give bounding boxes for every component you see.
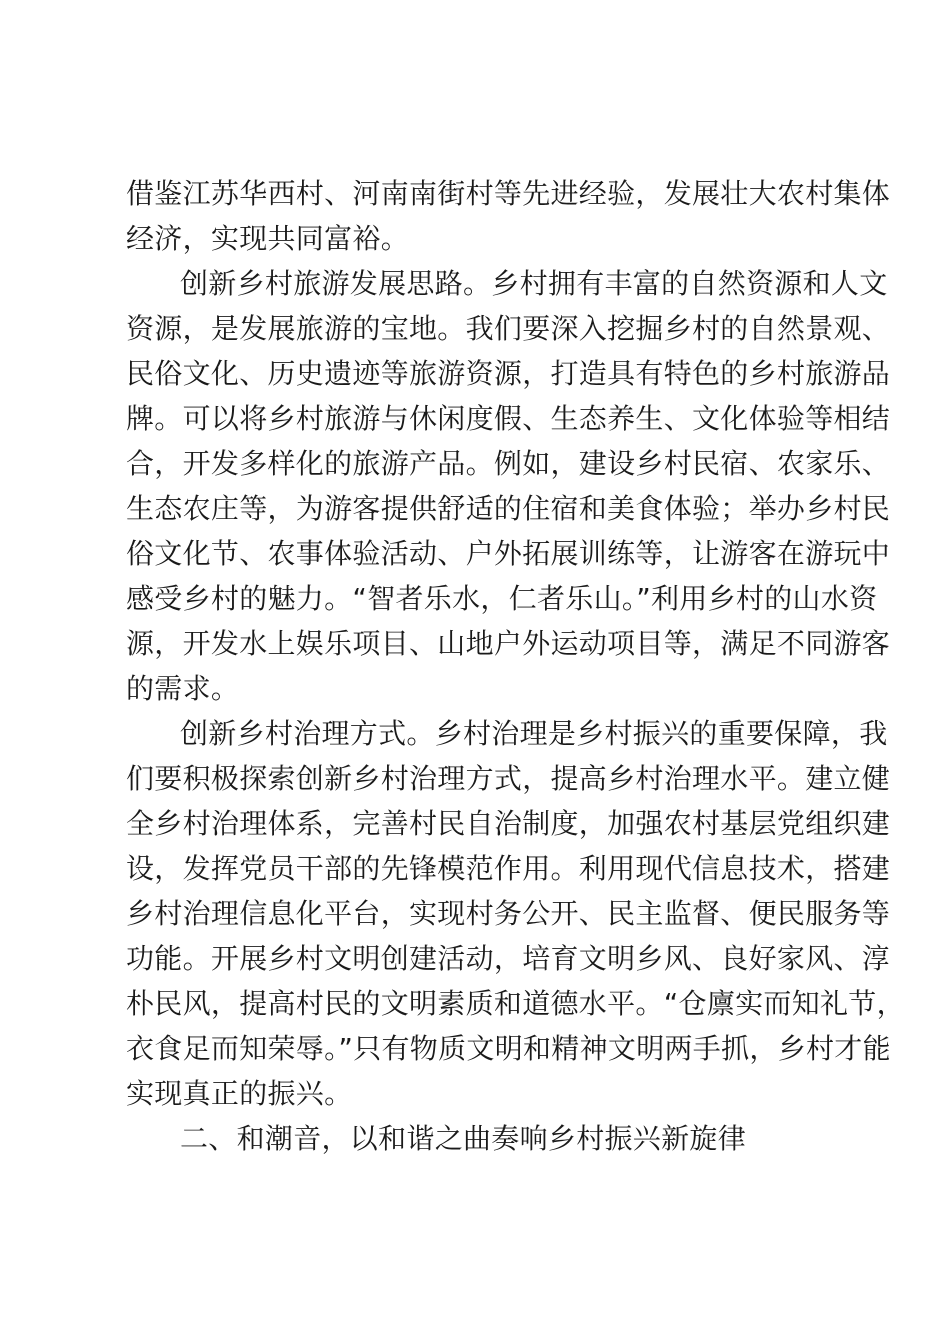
text-line: 感受乡村的魅力。“智者乐水，仁者乐山。”利用乡村的山水资 — [126, 582, 878, 615]
paragraph-start-line: 创新乡村治理方式。乡村治理是乡村振兴的重要保障，我 — [180, 717, 888, 750]
text-line: 资源，是发展旅游的宝地。我们要深入挖掘乡村的自然景观、 — [126, 312, 891, 345]
paragraph-start-line: 创新乡村旅游发展思路。乡村拥有丰富的自然资源和人文 — [180, 267, 888, 300]
text-line: 设，发挥党员干部的先锋模范作用。利用现代信息技术，搭建 — [126, 852, 891, 885]
section-heading: 二、和潮音，以和谐之曲奏响乡村振兴新旋律 — [180, 1122, 747, 1155]
text-line: 源，开发水上娱乐项目、山地户外运动项目等，满足不同游客 — [126, 627, 891, 660]
text-line: 合，开发多样化的旅游产品。例如，建设乡村民宿、农家乐、 — [126, 447, 891, 480]
text-line: 功能。开展乡村文明创建活动，培育文明乡风、良好家风、淳 — [126, 942, 891, 975]
text-line: 全乡村治理体系，完善村民自治制度，加强农村基层党组织建 — [126, 807, 891, 840]
text-line: 们要积极探索创新乡村治理方式，提高乡村治理水平。建立健 — [126, 762, 891, 795]
text-line: 借鉴江苏华西村、河南南街村等先进经验，发展壮大农村集体 — [126, 177, 891, 210]
text-line: 朴民风，提高村民的文明素质和道德水平。“仓廪实而知礼节， — [126, 987, 905, 1020]
text-line: 俗文化节、农事体验活动、户外拓展训练等，让游客在游玩中 — [126, 537, 891, 570]
text-line: 衣食足而知荣辱。”只有物质文明和精神文明两手抓，乡村才能 — [126, 1032, 891, 1065]
text-line: 乡村治理信息化平台，实现村务公开、民主监督、便民服务等 — [126, 897, 891, 930]
text-line: 民俗文化、历史遗迹等旅游资源，打造具有特色的乡村旅游品 — [126, 357, 891, 390]
text-line: 经济，实现共同富裕。 — [126, 222, 410, 255]
text-line: 生态农庄等，为游客提供舒适的住宿和美食体验；举办乡村民 — [126, 492, 891, 525]
text-line: 牌。可以将乡村旅游与休闲度假、生态养生、文化体验等相结 — [126, 402, 891, 435]
text-line: 的需求。 — [126, 672, 240, 705]
text-line: 实现真正的振兴。 — [126, 1077, 353, 1110]
